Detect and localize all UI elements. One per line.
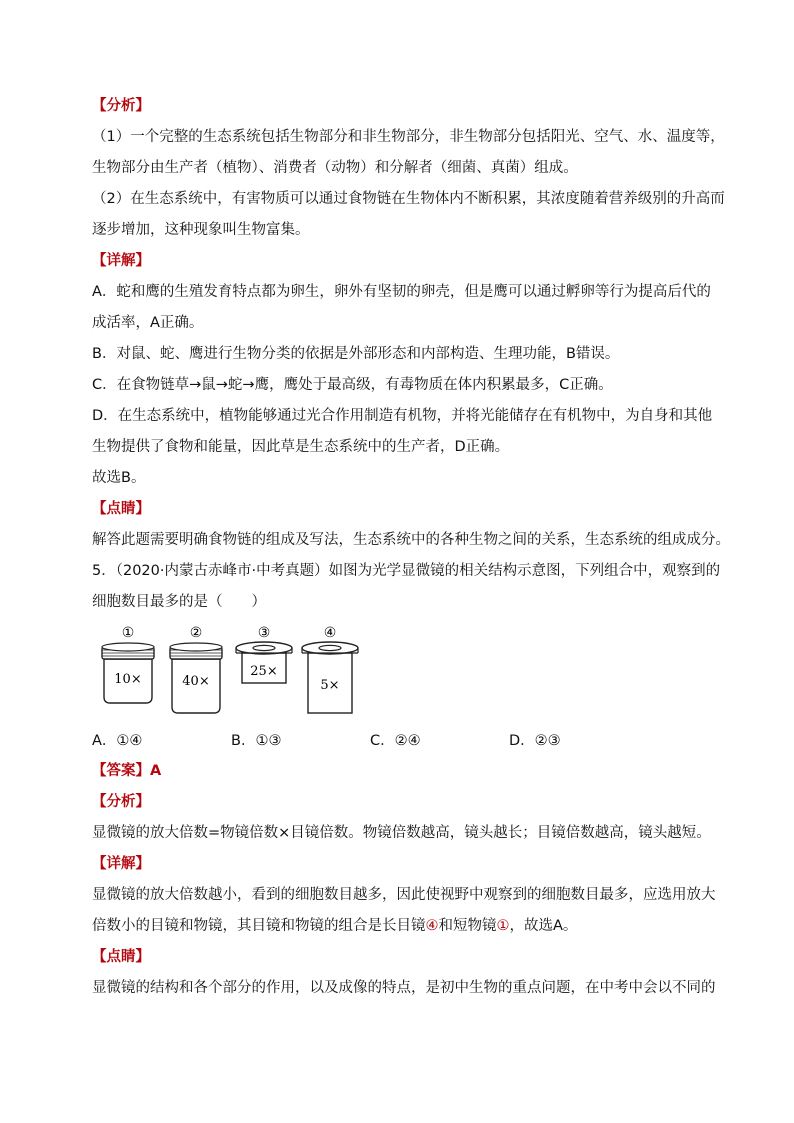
lens-2-number: ② xyxy=(189,625,203,641)
lens-2 xyxy=(170,625,222,713)
answer: 【答案】A xyxy=(92,763,162,779)
document-page xyxy=(92,96,730,1009)
option-c: C．②④ xyxy=(370,733,421,749)
lens-3-number: ③ xyxy=(257,625,271,641)
question-stem: 细胞数目最多的是（ ） xyxy=(92,594,266,610)
comment-line: 解答此题需要明确食物链的组成及写法，生态系统中的各种生物之间的关系，生态系统的组成成分。 xyxy=(92,532,730,548)
lens-diagram xyxy=(96,623,376,719)
option-a: A．①④ xyxy=(92,733,143,749)
detail-text: ，故选A。 xyxy=(509,918,578,934)
detail-line: 显微镜的放大倍数越小，看到的细胞数目越多，因此使视野中观察到的细胞数目最多，应选用放大 xyxy=(92,887,716,903)
question-stem: 5．（2020·内蒙古赤峰市·中考真题）如图为光学显微镜的相关结构示意图，下列组合中，观察到的 xyxy=(92,563,721,579)
detail-header: 【详解】 xyxy=(92,856,150,872)
option-b: B．①③ xyxy=(231,733,282,749)
lens-4-number: ④ xyxy=(323,625,337,641)
comment-line: 显微镜的结构和各个部分的作用，以及成像的特点，是初中生物的重点问题，在中考中会以不同的 xyxy=(92,980,716,996)
lens-1-magnification: 10× xyxy=(114,672,142,687)
detail-text: 倍数小的目镜和物镜，其目镜和物镜的组合是长目镜 xyxy=(92,918,426,934)
analysis-line: （1）一个完整的生态系统包括生物部分和非生物部分，非生物部分包括阳光、空气、水、温度等， xyxy=(92,129,725,145)
lens-3 xyxy=(236,625,292,683)
answer-options xyxy=(92,729,712,750)
detail-line: C．在食物链草→鼠→蛇→鹰，鹰处于最高级，有毒物质在体内积累最多，C正确。 xyxy=(92,377,613,393)
microscope-lens-figure xyxy=(96,623,376,719)
lens-2-magnification: 40× xyxy=(182,674,210,689)
analysis-line: 逐步增加，这种现象叫生物富集。 xyxy=(92,222,310,238)
detail-line: A．蛇和鹰的生殖发育特点都为卵生，卵外有坚韧的卵壳，但是鹰可以通过孵卵等行为提高后代的 xyxy=(92,284,711,300)
short-objective-mark: ① xyxy=(496,918,510,934)
detail-line: 成活率，A正确。 xyxy=(92,315,204,331)
lens-4 xyxy=(302,625,358,713)
detail-line: 生物提供了食物和能量，因此草是生态系统中的生产者，D正确。 xyxy=(92,439,510,455)
lens-1 xyxy=(102,625,154,703)
lens-4-magnification: 5× xyxy=(320,678,340,693)
comment-header: 【点睛】 xyxy=(92,949,150,965)
detail-text: 和短物镜 xyxy=(438,918,497,934)
detail-line xyxy=(92,916,712,936)
analysis-line: （2）在生态系统中，有害物质可以通过食物链在生物体内不断积累，其浓度随着营养级别的升高而 xyxy=(92,191,725,207)
analysis-header: 【分析】 xyxy=(92,98,150,114)
long-eyepiece-mark: ④ xyxy=(425,918,439,934)
option-d: D．②③ xyxy=(509,733,561,749)
analysis-header: 【分析】 xyxy=(92,794,150,810)
analysis-line: 生物部分由生产者（植物）、消费者（动物）和分解者（细菌、真菌）组成。 xyxy=(92,160,578,176)
detail-line: 故选B。 xyxy=(92,470,146,486)
detail-line: B．对鼠、蛇、鹰进行生物分类的依据是外部形态和内部构造、生理功能，B错误。 xyxy=(92,346,620,362)
lens-3-magnification: 25× xyxy=(250,664,278,679)
comment-header: 【点睛】 xyxy=(92,501,150,517)
analysis-line: 显微镜的放大倍数=物镜倍数×目镜倍数。物镜倍数越高，镜头越长；目镜倍数越高，镜头越短。 xyxy=(92,825,711,841)
detail-line: D．在生态系统中，植物能够通过光合作用制造有机物，并将光能储存在有机物中，为自身和其他 xyxy=(92,408,713,424)
detail-header: 【详解】 xyxy=(92,253,150,269)
lens-1-number: ① xyxy=(121,625,135,641)
